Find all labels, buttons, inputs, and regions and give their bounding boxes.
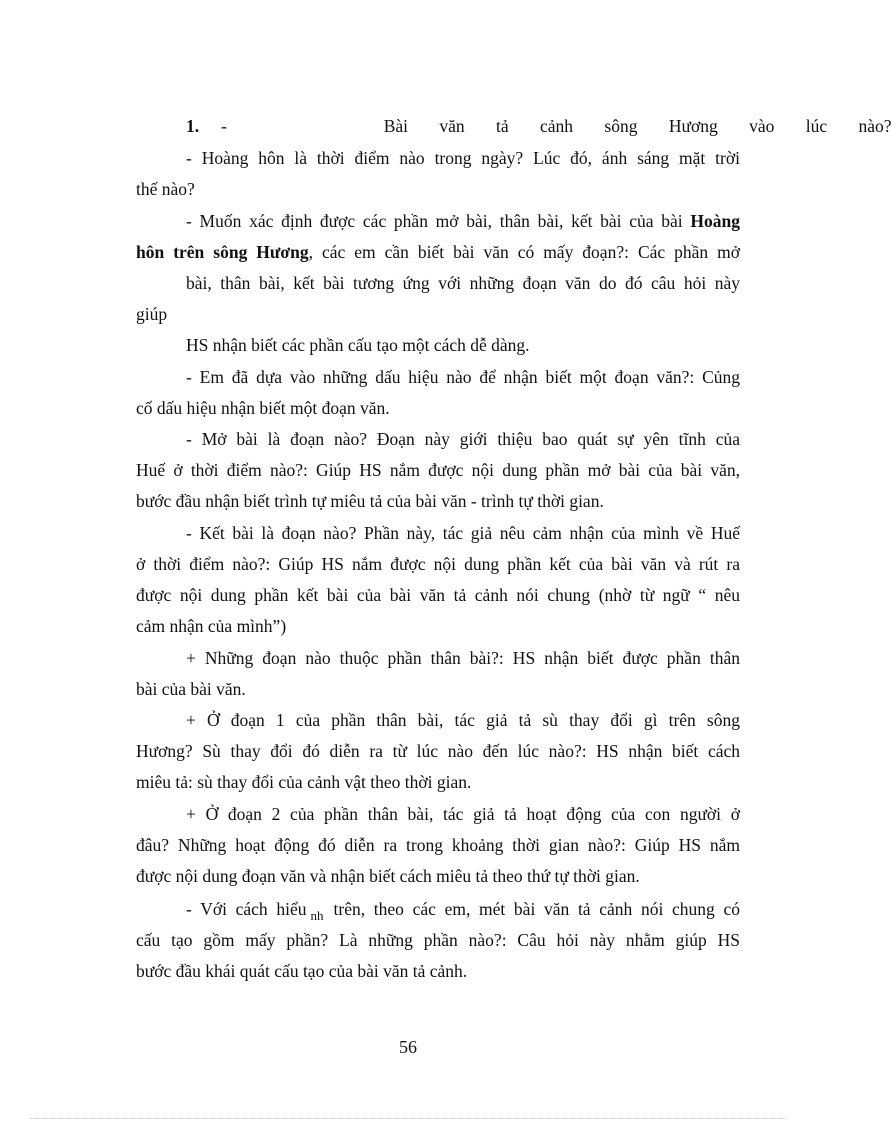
- text-line: thế nào?: [136, 179, 195, 199]
- text-line: - Em đã dựa vào những dấu hiệu nào để nhận biết một đoạn văn?: Củng: [186, 367, 740, 387]
- text-fragment: - Với cách hiểu: [186, 899, 307, 919]
- text-fragment: trên, theo các em, mét bài văn tả cảnh nói chung có: [333, 899, 740, 919]
- text-line: + Ở đoạn 1 của phần thân bài, tác giả tả sù thay đổi gì trên sông: [186, 710, 740, 730]
- text-line: cố dấu hiệu nhận biết một đoạn văn.: [136, 398, 390, 418]
- text-line: ở thời điểm nào?: Giúp HS nắm được nội dung phần kết của bài văn và rút ra: [136, 554, 740, 574]
- item-number: 1.: [186, 116, 200, 136]
- text-line: + Ở đoạn 2 của phần thân bài, tác giả tả hoạt động của con người ở: [186, 804, 740, 824]
- text-line: cấu tạo gồm mấy phần? Là những phần nào?: Câu hỏi này nhằm giúp HS: [136, 930, 740, 950]
- text-fragment: - Muốn xác định được các phần mở bài, thân bài, kết bài của bài: [186, 211, 683, 231]
- text-line: đâu? Những hoạt động đó diễn ra trong khoảng thời gian nào?: Giúp HS nắm: [136, 835, 740, 855]
- text-line: giúp: [136, 304, 168, 324]
- text-line: - Hoàng hôn là thời điểm nào trong ngày? Lúc đó, ánh sáng mặt trời: [186, 148, 740, 168]
- text-line: bước đầu nhận biết trình tự miêu tả của bài văn - trình tự thời gian.: [136, 491, 604, 511]
- text-line: bước đầu khái quát cấu tạo của bài văn tả cảnh.: [136, 961, 468, 981]
- text-line: HS nhận biết các phần cấu tạo một cách dễ dàng.: [186, 335, 530, 355]
- page-number: 56: [399, 1037, 417, 1057]
- text-line: được nội dung đoạn văn và nhận biết cách miêu tả theo thứ tự thời gian.: [136, 866, 640, 886]
- text-line: được nội dung phần kết bài của bài văn tả cảnh nói chung (nhờ từ ngữ “ nêu: [136, 585, 740, 605]
- text-line: Bài văn tả cảnh sông Hương vào lúc nào?: [383, 116, 892, 136]
- text-line: + Những đoạn nào thuộc phần thân bài?: HS nhận biết được phần thân: [186, 648, 740, 668]
- subscript-fragment: nh: [310, 908, 324, 923]
- text-line: Huế ở thời điểm nào?: Giúp HS nắm được nội dung phần mở bài của bài văn,: [136, 460, 740, 480]
- text-line: - Kết bài là đoạn nào? Phần này, tác giả nêu cảm nhận của mình về Huế: [186, 523, 740, 543]
- item-dash: -: [221, 116, 227, 136]
- bold-title-fragment: hôn trên sông Hương: [136, 242, 309, 262]
- bottom-divider: [30, 1118, 786, 1119]
- text-line: bài, thân bài, kết bài tương ứng với những đoạn văn do đó câu hỏi này: [186, 273, 740, 293]
- text-line: - Mở bài là đoạn nào? Đoạn này giới thiệu bao quát sự yên tĩnh của: [186, 429, 740, 449]
- text-fragment: , các em cần biết bài văn có mấy đoạn?: Các phần mở: [308, 242, 740, 262]
- text-line-with-subscript: [186, 898, 740, 922]
- text-line: miêu tả: sù thay đổi của cảnh vật theo thời gian.: [136, 772, 472, 792]
- text-line-with-bold: [136, 241, 740, 263]
- text-line: bài của bài văn.: [136, 679, 246, 699]
- bold-title-fragment: Hoàng: [690, 211, 741, 231]
- text-line: Hương? Sù thay đổi đó diễn ra từ lúc nào đến lúc nào?: HS nhận biết cách: [136, 741, 740, 761]
- text-line-with-bold: [186, 210, 740, 232]
- question-line-1: [186, 115, 892, 137]
- text-line: cảm nhận của mình”): [136, 616, 287, 636]
